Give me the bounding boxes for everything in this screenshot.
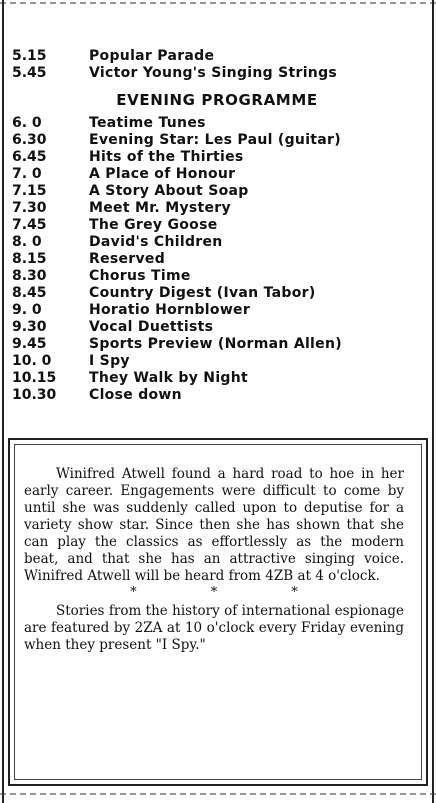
listing-title: Close down bbox=[89, 387, 182, 403]
listing-row bbox=[12, 370, 422, 387]
listing-time: 6.45 bbox=[12, 149, 47, 165]
listing-time: 10. 0 bbox=[12, 353, 52, 369]
listing-row bbox=[12, 149, 422, 166]
listing-time: 5.15 bbox=[12, 48, 47, 64]
listing-row bbox=[12, 217, 422, 234]
afternoon-listings bbox=[12, 48, 422, 82]
espionage-paragraph: Stories from the history of international espionage are featured by 2ZA at 10 o'clock every Friday evening when they present "I Spy." bbox=[24, 603, 404, 653]
listing-title: A Place of Honour bbox=[89, 166, 236, 182]
listing-row bbox=[12, 319, 422, 336]
listing-time: 5.45 bbox=[12, 65, 47, 81]
listing-title: Teatime Tunes bbox=[89, 115, 206, 131]
listing-title: Reserved bbox=[89, 251, 166, 267]
listing-time: 9.30 bbox=[12, 319, 47, 335]
listing-row bbox=[12, 234, 422, 251]
right-page-edge bbox=[432, 0, 434, 803]
listing-time: 9.45 bbox=[12, 336, 47, 352]
listing-row bbox=[12, 251, 422, 268]
listing-time: 7.15 bbox=[12, 183, 47, 199]
listing-row bbox=[12, 302, 422, 319]
listing-time: 8.30 bbox=[12, 268, 47, 284]
listing-title: Sports Preview (Norman Allen) bbox=[89, 336, 342, 352]
evening-listings bbox=[12, 115, 422, 404]
feature-note-text bbox=[24, 466, 404, 654]
listing-row bbox=[12, 285, 422, 302]
listing-title: They Walk by Night bbox=[89, 370, 249, 386]
listing-title: David's Children bbox=[89, 234, 223, 250]
listing-row bbox=[12, 200, 422, 217]
listing-row bbox=[12, 183, 422, 200]
listing-row bbox=[12, 115, 422, 132]
atwell-paragraph: Winifred Atwell found a hard road to hoe in her early career. Engagements were difficult to come by until she was suddenly called upon to deputise for a variety show star. Since then she has shown that she can play the classics as effortlessly as the modern beat, and that she has an attractive singing voice. Winifred Atwell will be heard from 4ZB at 4 o'clock. bbox=[24, 466, 404, 584]
listing-time: 8. 0 bbox=[12, 234, 42, 250]
asterisk-separator: * * * bbox=[130, 585, 298, 600]
listing-time: 7. 0 bbox=[12, 166, 42, 182]
listing-row bbox=[12, 353, 422, 370]
listing-title: A Story About Soap bbox=[89, 183, 249, 199]
listing-time: 7.45 bbox=[12, 217, 47, 233]
listing-time: 6.30 bbox=[12, 132, 47, 148]
listing-title: Chorus Time bbox=[89, 268, 191, 284]
evening-programme-heading: EVENING PROGRAMME bbox=[116, 91, 318, 109]
listing-title: Vocal Duettists bbox=[89, 319, 214, 335]
left-page-edge bbox=[2, 0, 4, 803]
listing-row bbox=[12, 268, 422, 285]
listing-row bbox=[12, 387, 422, 404]
listing-time: 8.45 bbox=[12, 285, 47, 301]
listing-row bbox=[12, 132, 422, 149]
listing-title: Hits of the Thirties bbox=[89, 149, 244, 165]
listing-row bbox=[12, 336, 422, 353]
listing-title: Victor Young's Singing Strings bbox=[89, 65, 338, 81]
listing-time: 7.30 bbox=[12, 200, 47, 216]
listing-time: 6. 0 bbox=[12, 115, 42, 131]
listing-time: 8.15 bbox=[12, 251, 47, 267]
listing-time: 9. 0 bbox=[12, 302, 42, 318]
listing-title: Evening Star: Les Paul (guitar) bbox=[89, 132, 341, 148]
listing-row bbox=[12, 48, 422, 65]
listing-title: Horatio Hornblower bbox=[89, 302, 251, 318]
bottom-border-rule bbox=[0, 793, 436, 795]
listing-row bbox=[12, 166, 422, 183]
listing-time: 10.15 bbox=[12, 370, 57, 386]
top-border-rule bbox=[0, 2, 436, 7]
listing-time: 10.30 bbox=[12, 387, 57, 403]
feature-note-box bbox=[8, 438, 428, 786]
listing-row bbox=[12, 65, 422, 82]
listing-title: Popular Parade bbox=[89, 48, 215, 64]
listing-title: I Spy bbox=[89, 353, 130, 369]
programme-schedule bbox=[12, 48, 422, 404]
listing-title: The Grey Goose bbox=[89, 217, 218, 233]
listing-title: Meet Mr. Mystery bbox=[89, 200, 231, 216]
listing-title: Country Digest (Ivan Tabor) bbox=[89, 285, 316, 301]
